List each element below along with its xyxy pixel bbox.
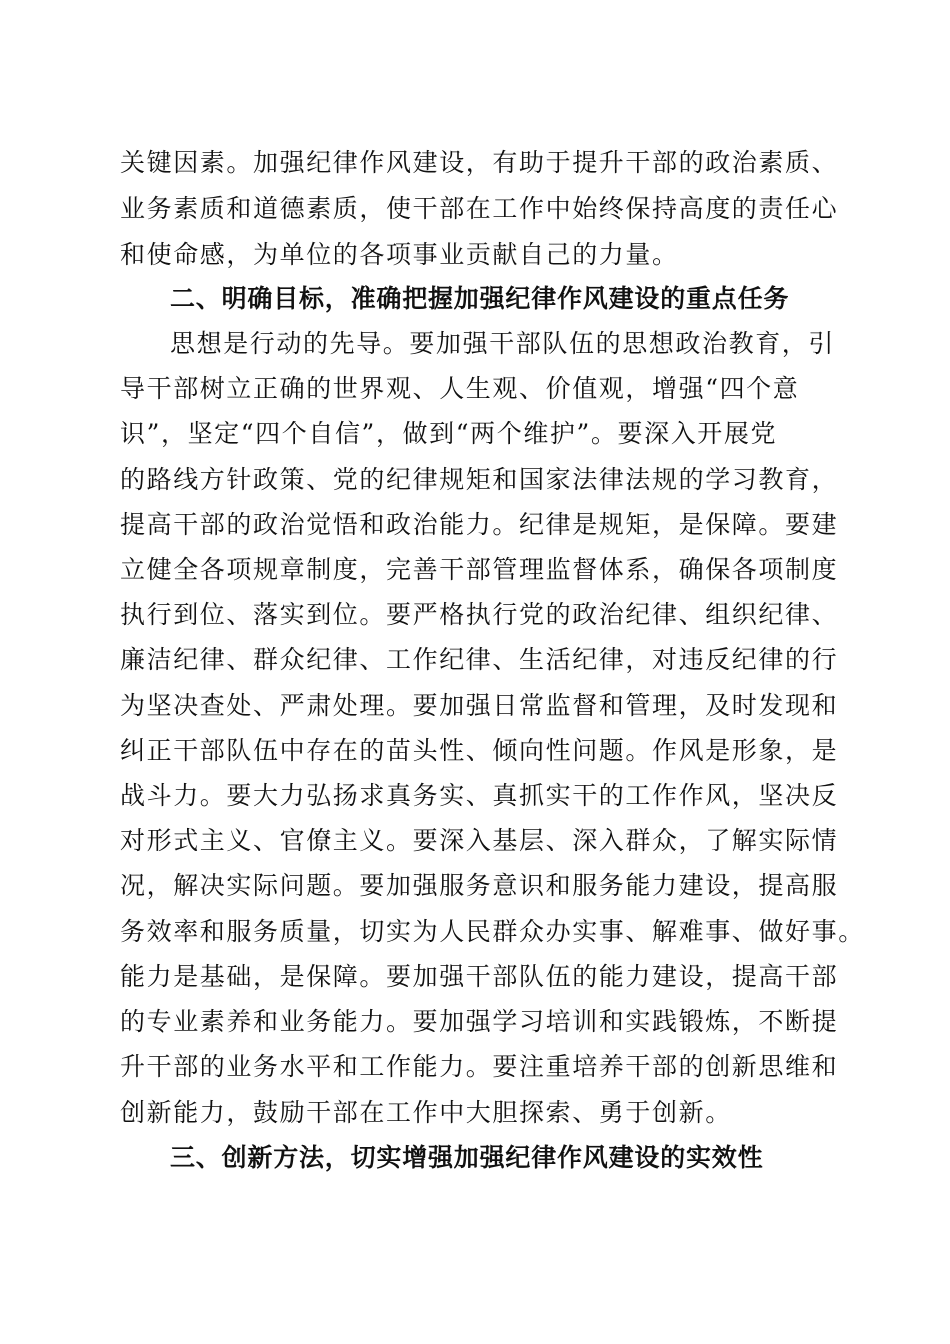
paragraph-line: 创新能力，鼓励干部在工作中大胆探索、勇于创新。 [120,1098,732,1127]
paragraph-line: 执行到位、落实到位。要严格执行党的政治纪律、组织纪律、 [120,600,839,629]
paragraph-line: 识”，坚定“四个自信”，做到“两个维护”。要深入开展党 [120,419,778,448]
paragraph-line: 能力是基础，是保障。要加强干部队伍的能力建设，提高干部 [120,962,839,991]
paragraph-line: 提高干部的政治觉悟和政治能力。纪律是规矩，是保障。要建 [120,510,839,539]
section-heading: 三、创新方法，切实增强加强纪律作风建设的实效性 [170,1143,764,1172]
paragraph-line: 况，解决实际问题。要加强服务意识和服务能力建设，提高服 [120,871,839,900]
paragraph-line: 升干部的业务水平和工作能力。要注重培养干部的创新思维和 [120,1052,839,1081]
paragraph-line: 的路线方针政策、党的纪律规矩和国家法律法规的学习教育， [120,465,839,494]
paragraph-line: 为坚决查处、严肃处理。要加强日常监督和管理，及时发现和 [120,691,839,720]
paragraph-line: 纠正干部队伍中存在的苗头性、倾向性问题。作风是形象，是 [120,736,839,765]
paragraph-line: 务效率和服务质量，切实为人民群众办实事、解难事、做好事。 [120,917,865,946]
paragraph-line: 关键因素。加强纪律作风建设，有助于提升干部的政治素质、 [120,148,839,177]
paragraph-line: 业务素质和道德素质，使干部在工作中始终保持高度的责任心 [120,194,839,223]
paragraph-line: 廉洁纪律、群众纪律、工作纪律、生活纪律，对违反纪律的行 [120,645,839,674]
paragraph-line: 导干部树立正确的世界观、人生观、价值观，增强“四个意 [120,374,800,403]
paragraph-line: 思想是行动的先导。要加强干部队伍的思想政治教育，引 [170,329,836,358]
paragraph-line: 对形式主义、官僚主义。要深入基层、深入群众，了解实际情 [120,826,839,855]
paragraph-line: 战斗力。要大力弘扬求真务实、真抓实干的工作作风，坚决反 [120,781,839,810]
paragraph-line: 的专业素养和业务能力。要加强学习培训和实践锻炼，不断提 [120,1007,839,1036]
paragraph-line: 和使命感，为单位的各项事业贡献自己的力量。 [120,240,679,269]
section-heading: 二、明确目标，准确把握加强纪律作风建设的重点任务 [170,284,790,313]
paragraph-line: 立健全各项规章制度，完善干部管理监督体系，确保各项制度 [120,555,839,584]
